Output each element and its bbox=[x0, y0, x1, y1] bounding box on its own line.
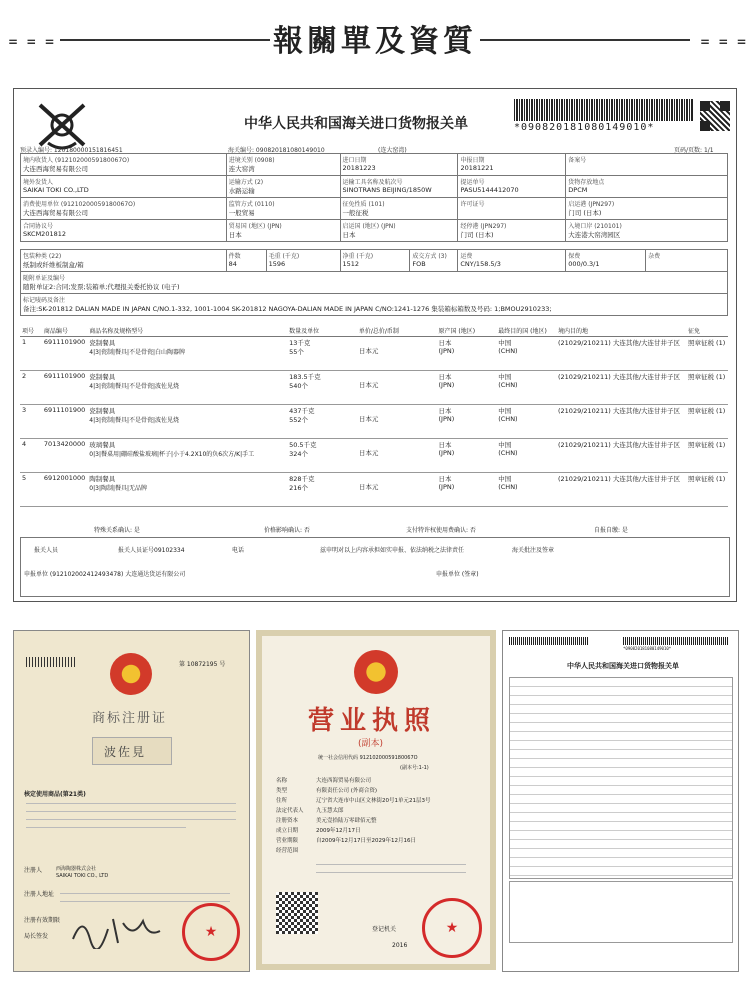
thumb-grid bbox=[509, 677, 733, 879]
grid-cell: 征免性质 (101) 一般征税 bbox=[340, 198, 458, 220]
attached-documents: 随附单证及编号 随附单证2:合同;发票;装箱单;代理报关委托协议 (电子) bbox=[21, 272, 728, 294]
thumb-barcode-number: *09082018108014901​0* bbox=[623, 646, 672, 651]
list-item: 成立日期 2009年12月17日 bbox=[276, 828, 361, 834]
pre-record-number: 预录入编号: 120180000151816451 bbox=[20, 147, 123, 154]
text-line bbox=[60, 893, 230, 894]
list-item: 营业期限 自2009年12月17日至2029年12月16日 bbox=[276, 838, 416, 844]
confirm-price: 价格影响确认: 否 bbox=[264, 527, 310, 534]
grid-cell: 消费使用单位 (91210200059180067O) 大连西海贸易有限公司 bbox=[21, 198, 227, 220]
confirm-self: 自报自缴: 是 bbox=[594, 527, 628, 534]
trademark-certificate bbox=[13, 630, 250, 972]
declaration-barcode bbox=[514, 99, 694, 121]
copy-number: (副本号:1-1) bbox=[400, 765, 429, 771]
license-title: 营业执照 bbox=[308, 706, 437, 736]
grid-cell: 经停港 (JPN297) 门司 (日本) bbox=[458, 220, 566, 242]
grid-cell: 启运国 (地区) (JPN) 日本 bbox=[340, 220, 458, 242]
thumb-title: 中华人民共和国海关进口货物报关单 bbox=[567, 662, 679, 670]
grid-cell: 保费 000/0.3/1 bbox=[566, 250, 646, 272]
goods-header-row: 项号 商品编号 商品名称及规格型号 数量及单位 单价/总价/币制 原产国 (地区) 最终目的国 (地区) 境内目的地 征免 bbox=[20, 325, 728, 337]
grid-row bbox=[21, 294, 728, 316]
thumb-barcode-left bbox=[509, 637, 589, 645]
list-item: 法定代表人 九玉慧太郎 bbox=[276, 808, 344, 814]
list-item: 名称 大连西海贸易有限公司 bbox=[276, 778, 372, 784]
table-row: 1 6911101900 瓷制餐具 4|3|瓷制|餐具|不是骨瓷|白山陶器牌 13千克 55个 日本元 日本 (JPN) 中国 (CHN) (21029/210211) 大连其他/大连甘井子区 照章征税 (1) bbox=[20, 337, 728, 371]
text-line bbox=[26, 811, 236, 812]
grid-cell: 提运单号 PASU5144412070 bbox=[458, 176, 566, 198]
text-line bbox=[60, 901, 230, 902]
customs-number: 海关编号: 090820181080149010 bbox=[228, 147, 325, 154]
grid-row bbox=[21, 220, 728, 242]
official-stamp-icon: ★ bbox=[422, 898, 482, 958]
registration-authority: 登记机关 bbox=[372, 926, 397, 933]
text-line bbox=[26, 819, 236, 820]
declaration-barcode-number: *09082018108014901​0* bbox=[514, 122, 655, 133]
grid-cell: 成交方式 (3) FOB bbox=[410, 250, 458, 272]
grid-cell: 运输工具名称及航次号 SINOTRANS BEIJING/1850W bbox=[340, 176, 458, 198]
license-sub: (副本) bbox=[358, 739, 384, 749]
registrant-name: 西海陶器株式会社 bbox=[56, 866, 97, 872]
registrant-label: 注册人 bbox=[24, 867, 43, 874]
signature-icon bbox=[68, 909, 168, 949]
header-rule-right bbox=[480, 39, 690, 41]
chief-label: 局长签发 bbox=[24, 933, 49, 940]
page-count: 页码/页数: 1/1 bbox=[674, 147, 714, 154]
goods-class-title: 核定使用商品(第21类) bbox=[24, 791, 86, 798]
grid-cell: 启运港 (JPN297) 门司 (日本) bbox=[566, 198, 728, 220]
business-license bbox=[256, 630, 496, 970]
grid-cell: 运输方式 (2) 水路运输 bbox=[226, 176, 340, 198]
thumb-footer bbox=[509, 881, 733, 943]
grid-cell: 境内收货人 (91210200059180067O) 大连西海贸易有限公司 bbox=[21, 154, 227, 176]
grid-row bbox=[21, 250, 728, 272]
confirm-royalty: 支付特许权使用费确认: 否 bbox=[406, 527, 476, 534]
national-emblem-icon bbox=[110, 653, 152, 695]
phone-label: 电话 bbox=[232, 547, 245, 554]
page-header bbox=[0, 0, 750, 80]
registrant-name-en: SAIKAI TOKI CO., LTD bbox=[56, 873, 109, 879]
legal-statement: 兹申明对以上内容承担如实申报、依法纳税之法律责任 bbox=[320, 547, 465, 554]
grid-cell: 贸易国 (地区) (JPN) 日本 bbox=[226, 220, 340, 242]
grid-row bbox=[21, 176, 728, 198]
table-row: 4 7013420000 玻璃餐具 0|3|餐桌用|硼硅酸盐玻璃|杯子|小于4.2X10的负6次方/K|手工 50.5千克 324个 日本元 日本 (JPN) 中国 (CHN) (21029/210211) 大连其他/大连甘井子区 照章征税 (1) bbox=[20, 439, 728, 473]
list-item: 住所 辽宁省大连市中山区文林街20号1单元21层3号 bbox=[276, 798, 431, 804]
confirm-special: 特殊关系确认: 是 bbox=[94, 527, 140, 534]
trademark-title: 商标注册证 bbox=[92, 711, 168, 726]
license-year: 2016 bbox=[392, 942, 408, 949]
text-line bbox=[26, 827, 186, 828]
grid-cell: 许可证号 bbox=[458, 198, 566, 220]
declarant-cert: 报关人员证号09102334 bbox=[118, 547, 185, 554]
grid-cell: 进口日期 20181223 bbox=[340, 154, 458, 176]
grid-cell: 监管方式 (0110) 一般贸易 bbox=[226, 198, 340, 220]
customs-declaration bbox=[13, 88, 737, 602]
license-fields bbox=[276, 776, 431, 856]
grid-row bbox=[21, 198, 728, 220]
grid-cell: 合同协议号 SKCM201812 bbox=[21, 220, 227, 242]
list-item: 经营范围 bbox=[276, 848, 299, 854]
grid-cell: 毛重 (千克) 1596 bbox=[266, 250, 340, 272]
trademark-number: 第 10872195 号 bbox=[179, 661, 226, 668]
grid-cell: 运费 CNY/158.5/3 bbox=[458, 250, 566, 272]
grid-cell: 境外发货人 SAIKAI TOKI CO.,LTD bbox=[21, 176, 227, 198]
list-item: 注册资本 美元壹拾陆万零肆佰元整 bbox=[276, 818, 377, 824]
registrant-address-label: 注册人地址 bbox=[24, 891, 55, 898]
declaration-grid bbox=[20, 153, 728, 242]
text-line bbox=[316, 872, 466, 873]
packing-row bbox=[20, 249, 728, 316]
valid-period-label: 注册有效期限 bbox=[24, 917, 61, 924]
grid-row bbox=[21, 272, 728, 294]
customs-note: 海关批注及签章 bbox=[512, 547, 555, 554]
table-row: 2 6911101900 瓷制餐具 4|3|瓷制|餐具|不是骨瓷|波佐见烧 183.5千克 540个 日本元 日本 (JPN) 中国 (CHN) (21029/210211) 大连其他/大连甘井子区 照章征税 (1) bbox=[20, 371, 728, 405]
grid-cell: 进境关别 (0908) 连大窑湾 bbox=[226, 154, 340, 176]
header-dash-right: = = = bbox=[700, 35, 749, 49]
table-row: 3 6911101900 瓷制餐具 4|3|瓷制|餐具|不是骨瓷|波佐见烧 437千克 552个 日本元 日本 (JPN) 中国 (CHN) (21029/210211) 大连其他/大连甘井子区 照章征税 (1) bbox=[20, 405, 728, 439]
grid-cell: 入境口岸 (210101) 大连港大窑湾园区 bbox=[566, 220, 728, 242]
goods-table bbox=[20, 325, 728, 507]
list-item: 类型 有限责任公司 (外商合资) bbox=[276, 788, 378, 794]
credit-code: 统一社会信用代码 91210200059180067O bbox=[318, 755, 418, 761]
grid-cell: 件数 84 bbox=[226, 250, 266, 272]
grid-cell: 净重 (千克) 1512 bbox=[340, 250, 410, 272]
qr-code bbox=[700, 101, 730, 131]
trademark-barcode bbox=[26, 657, 76, 667]
thumb-barcode-right bbox=[623, 637, 729, 645]
declaration-thumbnail bbox=[502, 630, 739, 972]
header-dash-left: = = = bbox=[8, 35, 57, 49]
grid-cell: 申报日期 20181221 bbox=[458, 154, 566, 176]
official-stamp-icon: ★ bbox=[182, 903, 240, 961]
declarant-label: 报关人员 bbox=[34, 547, 59, 554]
declaring-unit: 申报单位 (912102002412493478) 大连通达货运有限公司 bbox=[24, 571, 186, 578]
table-row: 5 6912001000 陶制餐具 0|3|陶制|餐具|无品牌 828千克 216个 日本元 日本 (JPN) 中国 (CHN) (21029/210211) 大连其他/大连甘井子区 照章征税 (1) bbox=[20, 473, 728, 507]
text-line bbox=[26, 803, 236, 804]
trademark-brand: 波佐見 bbox=[104, 745, 147, 759]
grid-cell: 包装种类 (22) 纸制或纤维板制盒/箱 bbox=[21, 250, 227, 272]
grid-cell: 杂费 bbox=[646, 250, 728, 272]
grid-row bbox=[21, 154, 728, 176]
marks-remarks: 标记唛码及备注 备注:SK-201812 DALIAN MADE IN JAPAN C/NO.1-332, 1001-1004 SK-201812 NAGOYA-DALIAN MADE IN JAPAN C/NO:1241-1276 集装箱标箱数及号码: 1;BMOU2910233; bbox=[21, 294, 728, 316]
port-note: (连大窑湾) bbox=[378, 147, 407, 154]
declaration-title: 中华人民共和国海关进口货物报关单 bbox=[244, 116, 468, 132]
text-line bbox=[316, 864, 466, 865]
header-title: 報關單及資質 bbox=[273, 24, 477, 59]
grid-cell: 货物存放地点 DPCM bbox=[566, 176, 728, 198]
unit-signature: 申报单位 (签章) bbox=[436, 571, 479, 578]
qr-code bbox=[276, 892, 318, 934]
grid-cell: 备案号 bbox=[566, 154, 728, 176]
national-emblem-icon bbox=[354, 650, 398, 694]
